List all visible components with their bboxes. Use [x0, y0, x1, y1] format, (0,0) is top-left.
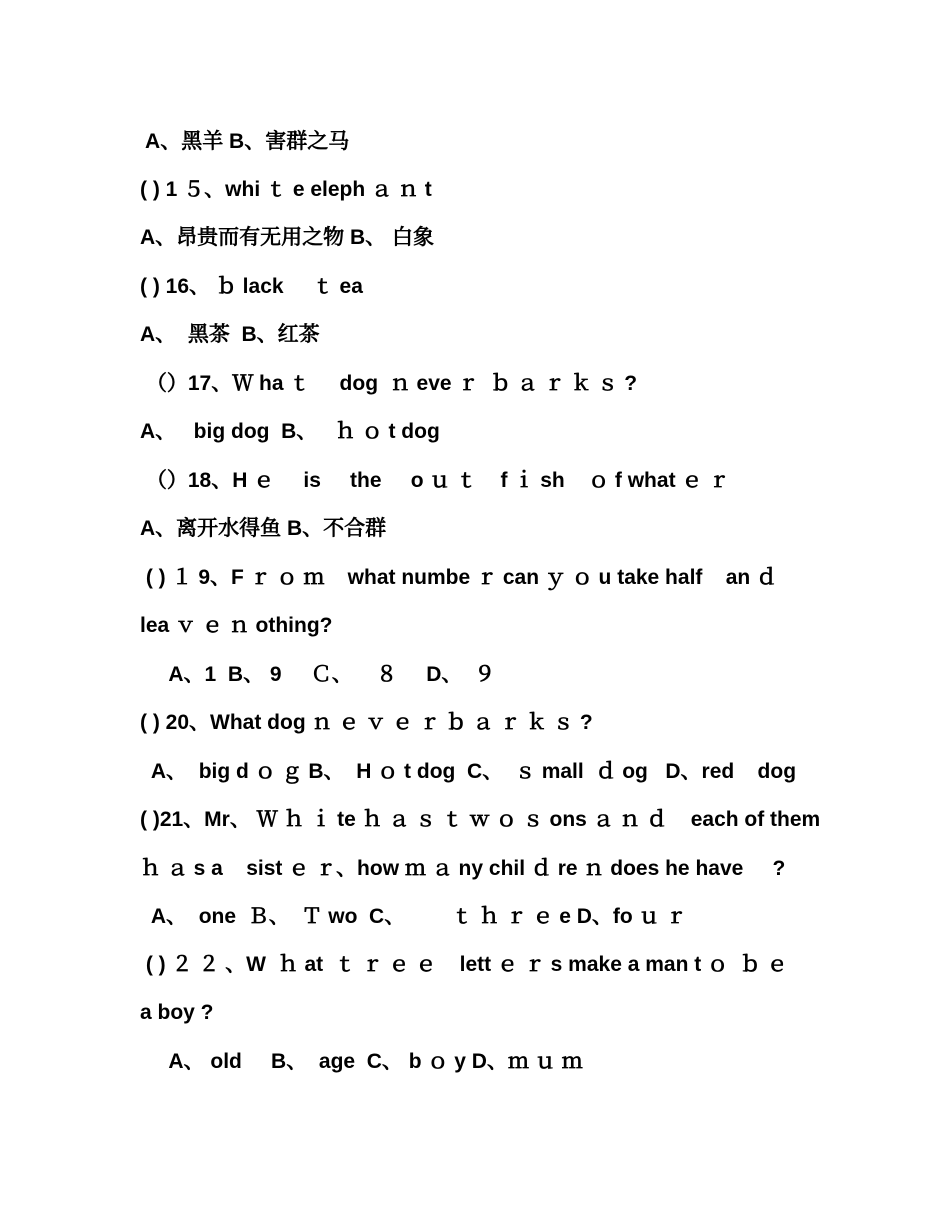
text-line: （）17、Ｗ ha ｔ dog ｎ eve ｒ ｂ ａ ｒ ｋ ｓ ?	[140, 372, 638, 395]
text-line: A、离开水得鱼 B、不合群	[140, 517, 387, 540]
text-line: A、 old B、 age C、 b ｏ y D、ｍ ｕ ｍ	[140, 1050, 583, 1073]
text-line: a boy ?	[140, 1001, 214, 1024]
text-line: （）18、H ｅ is the o ｕ ｔ f ｉ sh ｏ f what ｅ ｒ	[140, 469, 730, 492]
text-line: A、昂贵而有无用之物 B、 白象	[140, 226, 434, 249]
text-line: lea ｖ ｅ ｎ othing?	[140, 614, 333, 637]
text-line: A、 黑茶 B、红茶	[140, 323, 320, 346]
text-line: ｈ ａ s a sist ｅ ｒ、how ｍ ａ ny chil ｄ re ｎ does he have ?	[140, 857, 786, 880]
text-line: ( )21、Mr、 Ｗ ｈ ｉ te ｈ ａ ｓ ｔ ｗ ｏ ｓ ons ａ ｎ ｄ each of them	[140, 808, 821, 831]
text-line: ( ) 16、 ｂ lack ｔ ea	[140, 275, 363, 298]
text-line: A、 big d ｏ ｇ B、 H ｏ t dog C、 ｓ mall ｄ og D、red dog	[140, 760, 797, 783]
text-line: A、 one Ｂ、 Ｔ wo C、 ｔ ｈ ｒ ｅ e D、fo ｕ ｒ	[140, 905, 687, 928]
text-line: A、黑羊 B、害群之马	[140, 130, 350, 153]
text-line: ( ) １ 9、F ｒ ｏ ｍ what numbe ｒ can ｙ ｏ u take half an ｄ	[140, 566, 778, 589]
text-line: ( ) 1 ５、whi ｔ e eleph ａ ｎ t	[140, 178, 432, 201]
text-line: A、1 B、 9 Ｃ、 ８ D、 ９	[140, 663, 496, 686]
text-line: ( ) ２ ２ 、W ｈ at ｔ ｒ ｅ ｅ lett ｅ ｒ s make a man t ｏ ｂ ｅ	[140, 953, 788, 976]
text-line: A、 big dog B、 ｈ ｏ t dog	[140, 420, 440, 443]
text-line: ( ) 20、What dog ｎ ｅ ｖ ｅ ｒ ｂ ａ ｒ ｋ ｓ ?	[140, 711, 593, 734]
